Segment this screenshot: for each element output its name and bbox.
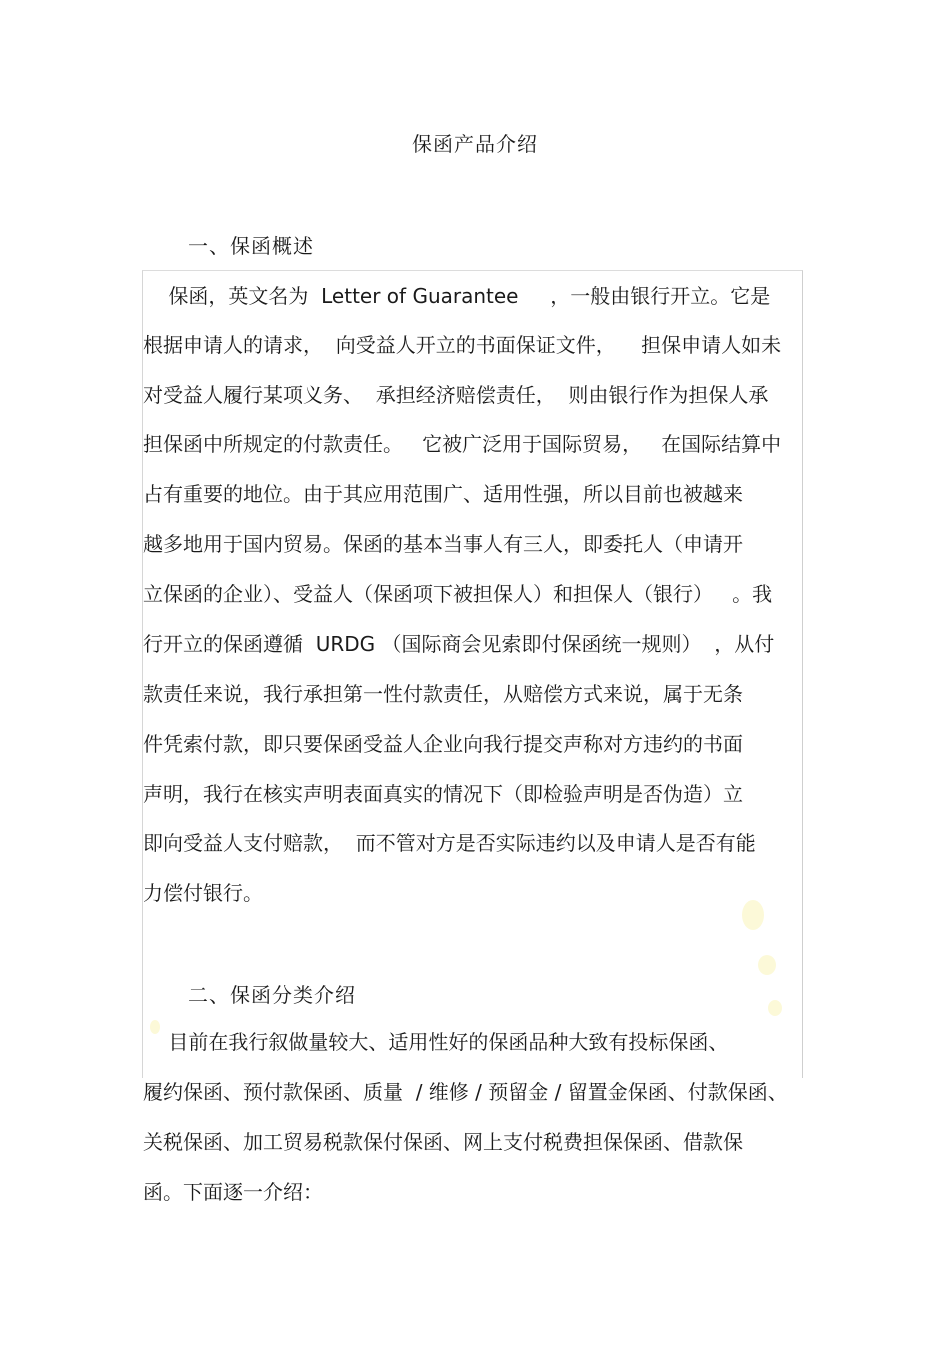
background-speck — [768, 1000, 782, 1016]
section-2-line: 履约保函、预付款保函、质量 / 维修 / 预留金 / 留置金保函、付款保函、 — [143, 1080, 788, 1104]
section-1-line: 占有重要的地位。由于其应用范围广、适用性强，所以目前也被越来 — [143, 482, 743, 506]
section-1-line: 行开立的保函遵循 URDG （国际商会见索即付保函统一规则） ，从付 — [143, 632, 775, 656]
background-speck — [758, 955, 776, 975]
section-1-line: 声明，我行在核实声明表面真实的情况下（即检验声明是否伪造）立 — [143, 782, 743, 806]
section-2-line: 目前在我行叙做量较大、适用性好的保函品种大致有投标保函、 — [143, 1030, 729, 1054]
section-1-line: 根据申请人的请求， 向受益人开立的书面保证文件， 担保申请人如未 — [143, 333, 782, 357]
section-2-line: 函。下面逐一介绍： — [143, 1180, 323, 1204]
section-1-line: 对受益人履行某项义务、 承担经济赔偿责任， 则由银行作为担保人承 — [143, 383, 769, 407]
section-1-line: 保函，英文名为 Letter of Guarantee ，一般由银行开立。它是 — [143, 284, 771, 308]
section-2-heading: 二、保函分类介绍 — [188, 983, 356, 1007]
background-speck — [742, 900, 764, 930]
section-1-line: 件凭索付款，即只要保函受益人企业向我行提交声称对方违约的书面 — [143, 732, 743, 756]
section-1-line: 立保函的企业）、受益人（保函项下被担保人）和担保人（银行） 。我 — [143, 582, 773, 606]
section-1-line: 款责任来说，我行承担第一性付款责任，从赔偿方式来说，属于无条 — [143, 682, 743, 706]
section-2-line: 关税保函、加工贸易税款保付保函、网上支付税费担保保函、借款保 — [143, 1130, 743, 1154]
section-1-line: 力偿付银行。 — [143, 881, 263, 905]
section-1-line: 即向受益人支付赔款， 而不管对方是否实际违约以及申请人是否有能 — [143, 831, 756, 855]
section-1-line: 担保函中所规定的付款责任。 它被广泛用于国际贸易， 在国际结算中 — [143, 432, 782, 456]
section-1-heading: 一、保函概述 — [188, 234, 314, 258]
document-title: 保函产品介绍 — [412, 132, 538, 156]
section-1-line: 越多地用于国内贸易。保函的基本当事人有三人，即委托人（申请开 — [143, 532, 743, 556]
